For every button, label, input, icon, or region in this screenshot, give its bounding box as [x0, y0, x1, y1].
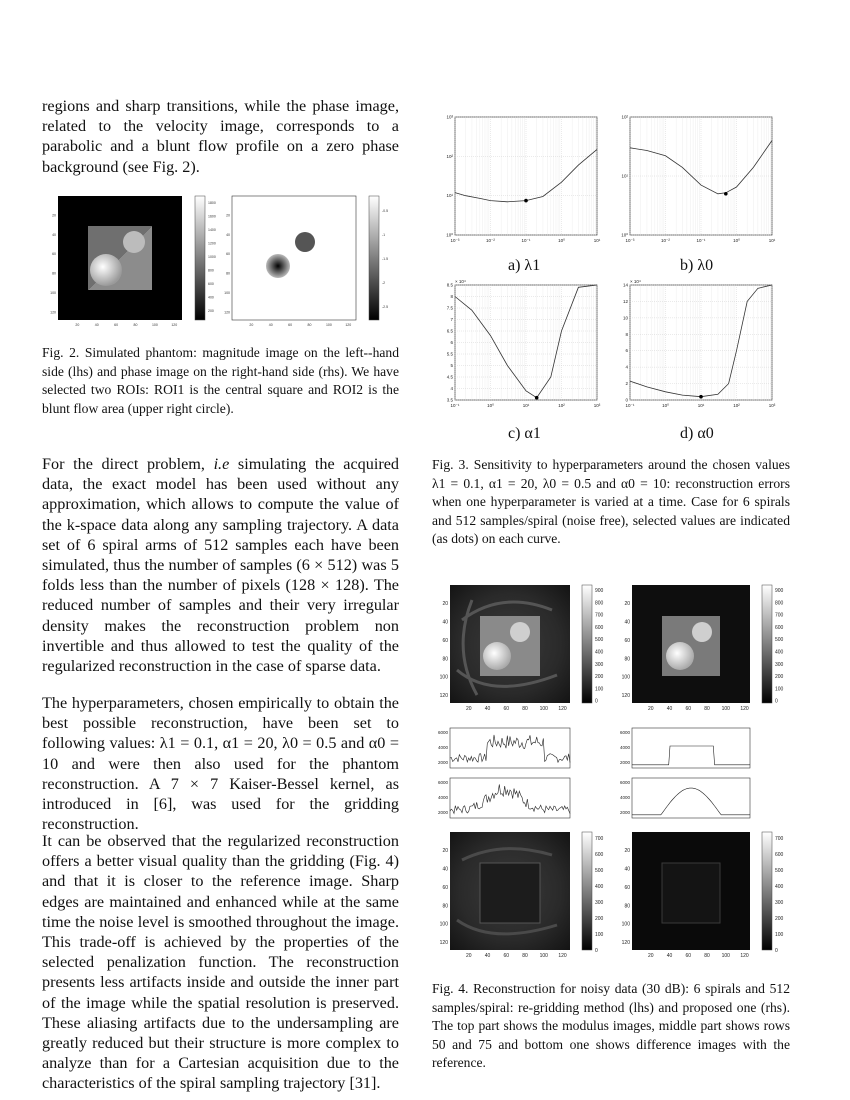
fig2-colorbar-tick: 1600	[208, 214, 216, 219]
figure-3-plots	[430, 112, 800, 442]
fig4-y-tick: 40	[624, 866, 630, 873]
fig4-y-tick: 80	[624, 656, 630, 663]
fig2-colorbar-tick: -1.5	[382, 257, 389, 261]
x-tick-label: 10¹	[697, 403, 705, 408]
fig2-x-tick: 100	[325, 323, 332, 327]
row-y-tick: 4000	[619, 795, 630, 800]
fig4-colorbar-tick: 200	[775, 916, 784, 922]
subcaption-a: a) λ1	[508, 257, 541, 274]
row-y-tick: 4000	[619, 745, 630, 750]
fig4-x-tick: 20	[647, 953, 654, 959]
fig4-y-tick: 80	[624, 903, 630, 910]
figure-4-images	[432, 580, 792, 970]
y-tick-label: 8	[450, 294, 453, 299]
fig4-y-tick: 20	[442, 847, 448, 854]
y-tick-label: 10²	[621, 114, 628, 120]
fig4-x-tick: 120	[740, 706, 749, 712]
x-tick-label: 10⁻¹	[450, 403, 460, 408]
fig4-y-tick: 80	[442, 656, 448, 663]
row-y-tick: 6000	[437, 730, 448, 735]
phase-image	[232, 196, 356, 320]
fig4-x-tick: 40	[484, 953, 491, 959]
phase-colorbar	[369, 196, 379, 320]
selected-value-dot-c	[535, 396, 539, 400]
fig2-colorbar-tick: 1200	[208, 241, 216, 246]
fig2-y-tick: 80	[226, 271, 230, 276]
fig4-x-tick: 20	[647, 706, 654, 712]
row-y-tick: 2000	[437, 760, 448, 765]
fig4-x-tick: 40	[666, 953, 673, 959]
fig2-colorbar-tick: -1	[382, 233, 386, 237]
y-tick-label: 14	[622, 282, 628, 288]
y-tick-label: 0	[625, 397, 628, 403]
row-plot-frame	[450, 728, 570, 768]
x-tick-label: 10³	[768, 403, 776, 408]
fig2-x-tick: 20	[75, 323, 80, 327]
fig4-colorbar-tick: 800	[775, 600, 784, 607]
y-tick-label: 4	[450, 386, 453, 391]
fig4-colorbar-tick: 0	[595, 948, 598, 954]
fig2-colorbar-tick: 1800	[208, 201, 216, 205]
fig4-colorbar-tick: 900	[775, 588, 784, 594]
y-tick-label: 7	[450, 317, 453, 322]
x-tick-label: 10¹	[768, 238, 776, 243]
fig4-x-tick: 60	[685, 953, 692, 959]
x-tick-label: 10⁻³	[625, 238, 635, 243]
x-tick-label: 10⁰	[662, 403, 669, 408]
fig4-y-tick: 100	[621, 921, 630, 928]
fig4-colorbar-tick: 600	[595, 624, 604, 631]
para-direct-part2: simulating the acquired data, the exact model has been used without any approximation, which allows to compute the value of the k-space data along any sampling trajectory. A data set of 6 spiral arms of 512 samples each have been simulated, thus the number of samples (6 × 512) was 5 folds less than the number of pixels (128 × 128). The reduced number of samples and their very irregular density makes the reconstruction problem non invertible and thus allowed to test the quality of the regularized reconstruction in the case of sparse data.	[42, 455, 399, 676]
fig2-y-tick: 20	[52, 213, 56, 218]
fig2-colorbar-tick: -0.5	[382, 209, 389, 213]
y-tick-label: 6	[625, 348, 628, 354]
fig4-x-tick: 60	[503, 953, 510, 959]
fig4-y-tick: 60	[624, 884, 630, 891]
fig4-y-tick: 40	[442, 619, 448, 626]
paragraph-observed: It can be observed that the regularized reconstruction offers a better visual quality than the gridding (Fig. 4) and that it is closer to the reference image. Sharp edges are maintained and enhanced while at the same time the noise level is smoothed throughout the image. This trade-off is achieved by the properties of the selected penalization function. The reconstruction presents less artifacts inside and outside the inner part of the image while the spatial resolution is preserved. These aliasing artifacts due to the undersampling are greatly reduced but their structure is more complex to analyze than for a Cartesian acquisition due to the characteristics of the spiral sampling trajectory [31].	[42, 832, 399, 1093]
fig4-y-tick: 80	[442, 903, 448, 910]
fig4-y-tick: 40	[442, 866, 448, 873]
y-tick-label: 6	[450, 340, 453, 345]
fig4-colorbar-tick: 600	[775, 852, 784, 858]
fig4-x-tick: 120	[558, 706, 567, 712]
fig2-x-tick: 40	[268, 323, 273, 327]
paragraph-intro: regions and sharp transitions, while the phase image, related to the velocity image, corresponds to a parabolic and a blunt flow profile on a zero phase background (see Fig. 2).	[42, 97, 399, 176]
fig4-colorbar-tick: 200	[595, 674, 604, 681]
fig2-y-tick: 100	[224, 290, 230, 295]
fig4-colorbar-tick: 700	[775, 612, 784, 619]
fig4-x-tick: 60	[503, 706, 510, 712]
fig4-colorbar-tick: 600	[775, 624, 784, 631]
fig2-colorbar-tick: 600	[208, 282, 214, 286]
x-tick-label: 10³	[593, 403, 601, 408]
subcaption-b: b) λ0	[680, 257, 714, 274]
y-tick-label: 2	[625, 381, 628, 387]
subcaption-c: c) α1	[508, 425, 541, 442]
fig4-colorbar-tick: 100	[775, 686, 784, 693]
fig2-colorbar-tick: -2	[382, 281, 386, 285]
fig2-y-tick: 100	[50, 290, 56, 295]
fig4-colorbar-tick: 100	[595, 686, 604, 693]
figure-2-images	[50, 192, 400, 332]
fig2-colorbar-tick: 1400	[208, 228, 216, 232]
y-tick-label: 10¹	[446, 193, 453, 199]
selected-value-dot-b	[724, 192, 728, 196]
x-tick-label: 10⁻²	[486, 238, 495, 243]
row-plot-frame	[632, 728, 750, 768]
x-tick-label: 10²	[558, 403, 565, 408]
row-y-tick: 4000	[437, 745, 448, 750]
fig4-x-tick: 20	[465, 706, 472, 712]
fig2-y-tick: 120	[224, 310, 230, 315]
fig4-x-tick: 100	[721, 706, 730, 712]
fig2-x-tick: 40	[94, 323, 99, 327]
y-tick-label: 10⁰	[621, 232, 628, 238]
fig4-y-tick: 60	[442, 884, 448, 891]
y-tick-label: 6.5	[446, 328, 453, 334]
fig4-colorbar-tick: 100	[775, 932, 784, 938]
y-tick-label: 7.5	[446, 305, 453, 311]
y-tick-label: 8.5	[446, 282, 453, 288]
fig4-y-tick: 20	[442, 600, 448, 607]
y-tick-label: 4.5	[446, 374, 453, 380]
colorbar-top-left	[582, 585, 592, 703]
magnitude-colorbar	[195, 196, 205, 320]
fig4-colorbar-tick: 700	[595, 836, 604, 842]
fig4-colorbar-tick: 0	[775, 698, 778, 705]
fig4-x-tick: 100	[539, 706, 548, 712]
fig4-colorbar-tick: 400	[775, 649, 784, 656]
fig4-colorbar-tick: 900	[595, 588, 604, 594]
row-y-tick: 2000	[437, 810, 448, 815]
fig4-y-tick: 100	[621, 674, 630, 681]
fig4-colorbar-tick: 500	[775, 868, 784, 874]
fig4-colorbar-tick: 500	[595, 637, 604, 644]
x-tick-label: 10⁰	[558, 238, 565, 243]
para-direct-part1: For the direct problem,	[42, 455, 214, 473]
fig4-colorbar-tick: 400	[775, 884, 784, 890]
x-tick-label: 10²	[733, 403, 740, 408]
fig4-x-tick: 100	[721, 953, 730, 959]
y-tick-label: 5.5	[446, 351, 453, 357]
fig4-colorbar-tick: 500	[775, 637, 784, 644]
plot-a	[446, 115, 601, 244]
x-tick-label: 10⁻¹	[625, 403, 635, 408]
y-tick-label: 10³	[446, 114, 453, 120]
row-75-proposed	[620, 778, 750, 818]
proposed-difference-image	[632, 832, 750, 950]
colorbar-bottom-left	[582, 832, 592, 950]
x-tick-label: 10¹	[522, 403, 530, 408]
row-y-tick: 2000	[619, 760, 630, 765]
x-tick-label: 10⁻³	[450, 238, 460, 243]
paragraph-direct-problem	[42, 454, 399, 676]
fig4-colorbar-tick: 300	[775, 900, 784, 906]
plot-c	[447, 279, 601, 408]
row-y-tick: 4000	[437, 795, 448, 800]
x-tick-label: 10⁻¹	[696, 238, 706, 243]
plot-d	[623, 279, 776, 408]
fig4-x-tick: 120	[558, 953, 567, 959]
fig2-colorbar-tick: 1000	[208, 255, 216, 259]
paragraph-hyperparameters: The hyperparameters, chosen empirically to obtain the best possible reconstruction, have been set to following values: λ1 = 0.1, α1 = 20, λ0 = 0.5 and α0 = 10 and were then also used for the phantom reconstruction. A 7 × 7 Kaiser-Bessel kernel, as introduced in [6], was used for the gridding reconstruction.	[42, 694, 399, 834]
fig4-y-tick: 100	[439, 674, 448, 681]
fig4-x-tick: 60	[685, 706, 692, 712]
fig2-x-tick: 100	[151, 323, 158, 327]
y-multiplier-label: × 10⁴	[455, 279, 466, 284]
y-tick-label: 12	[622, 298, 628, 304]
gridding-difference-image	[450, 832, 570, 950]
fig2-colorbar-tick: 200	[208, 309, 214, 313]
fig4-y-tick: 120	[439, 940, 448, 947]
x-tick-label: 10⁻²	[661, 238, 670, 243]
subcaption-d: d) α0	[680, 425, 714, 442]
fig4-colorbar-tick: 0	[595, 698, 598, 705]
y-tick-label: 10¹	[621, 173, 628, 179]
fig2-y-tick: 40	[226, 232, 230, 237]
fig4-colorbar-tick: 300	[595, 900, 604, 906]
fig2-y-tick: 60	[52, 252, 56, 257]
fig4-colorbar-tick: 500	[595, 868, 604, 874]
figure-3-caption: Fig. 3. Sensitivity to hyperparameters around the chosen values λ1 = 0.1, α1 = 20, λ0 = 0.5 and α0 = 10: reconstruction errors when one hyperparameter is varied at a time. Case for 6 spirals and 512 samples/spiral (noise free), selected values are indicated (as dots) on each curve.	[432, 457, 790, 547]
fig4-colorbar-tick: 400	[595, 649, 604, 656]
fig2-y-tick: 40	[52, 232, 56, 237]
colorbar-bottom-right	[762, 832, 772, 950]
fig2-y-tick: 20	[226, 213, 230, 218]
fig2-x-tick: 60	[288, 323, 293, 327]
row-50-gridding	[438, 728, 570, 768]
fig2-y-tick: 120	[50, 310, 56, 315]
fig2-x-tick: 60	[114, 323, 119, 327]
fig4-y-tick: 60	[624, 637, 630, 644]
y-tick-label: 10⁰	[446, 232, 453, 238]
colorbar-top-right	[762, 585, 772, 703]
row-y-tick: 6000	[437, 780, 448, 785]
fig4-x-tick: 80	[704, 953, 710, 959]
y-tick-label: 10	[622, 315, 628, 321]
x-tick-label: 10⁰	[487, 403, 494, 408]
row-75-gridding	[438, 778, 570, 818]
plot-b	[621, 115, 776, 244]
fig2-colorbar-tick: 800	[208, 268, 214, 273]
figure-4-caption: Fig. 4. Reconstruction for noisy data (30 dB): 6 spirals and 512 samples/spiral: re-gridding method (lhs) and proposed one (rhs). The top part shows the modulus images, middle part shows rows 50 and 75 and bottom one shows difference images with the reference.	[432, 981, 790, 1071]
fig2-x-tick: 80	[133, 323, 138, 327]
fig2-x-tick: 120	[171, 323, 178, 327]
y-tick-label: 10²	[446, 153, 453, 159]
fig2-x-tick: 80	[307, 323, 312, 327]
fig4-y-tick: 40	[624, 619, 630, 626]
x-tick-label: 10⁰	[733, 238, 740, 243]
fig4-y-tick: 20	[624, 600, 630, 607]
fig4-colorbar-tick: 200	[775, 674, 784, 681]
fig4-y-tick: 120	[621, 940, 630, 947]
row-y-tick: 6000	[619, 730, 630, 735]
fig4-colorbar-tick: 400	[595, 884, 604, 890]
fig4-y-tick: 120	[621, 693, 630, 700]
fig4-y-tick: 100	[439, 921, 448, 928]
fig4-x-tick: 100	[539, 953, 548, 959]
fig4-y-tick: 120	[439, 693, 448, 700]
row-y-tick: 2000	[619, 810, 630, 815]
para-direct-ie: i.e	[213, 455, 230, 473]
y-tick-label: 3.5	[446, 397, 453, 403]
fig4-x-tick: 120	[740, 953, 749, 959]
x-tick-label: 10¹	[593, 238, 601, 243]
row-y-tick: 6000	[619, 780, 630, 785]
fig4-colorbar-tick: 800	[595, 600, 604, 607]
selected-value-dot-d	[699, 395, 703, 399]
gridding-modulus-image	[450, 585, 570, 703]
fig4-y-tick: 20	[624, 847, 630, 854]
fig4-x-tick: 80	[522, 706, 528, 712]
left-column	[42, 96, 399, 177]
fig2-y-tick: 60	[226, 252, 230, 257]
fig4-colorbar-tick: 300	[595, 661, 604, 668]
y-tick-label: 4	[625, 364, 628, 370]
fig4-x-tick: 40	[666, 706, 673, 712]
proposed-modulus-image	[632, 585, 750, 703]
figure-2-caption: Fig. 2. Simulated phantom: magnitude image on the left--hand side (lhs) and phase image on the right-hand side (rhs). We have selected two ROIs: ROI1 is the central square and ROI2 is the blunt flow area (upper right circle).	[42, 345, 399, 416]
fig4-colorbar-tick: 300	[775, 661, 784, 668]
figure-2	[50, 192, 400, 332]
fig2-colorbar-tick: -2.5	[382, 305, 389, 309]
selected-value-dot-a	[524, 199, 528, 203]
fig4-colorbar-tick: 100	[595, 932, 604, 938]
fig2-y-tick: 80	[52, 271, 56, 276]
fig4-x-tick: 80	[522, 953, 528, 959]
fig4-colorbar-tick: 0	[775, 948, 778, 954]
fig4-colorbar-tick: 700	[775, 836, 784, 842]
fig4-colorbar-tick: 600	[595, 852, 604, 858]
fig2-x-tick: 20	[249, 323, 254, 327]
fig4-y-tick: 60	[442, 637, 448, 644]
fig2-colorbar-tick: 400	[208, 295, 214, 300]
x-tick-label: 10⁻¹	[521, 238, 531, 243]
fig4-colorbar-tick: 200	[595, 916, 604, 922]
fig4-x-tick: 20	[465, 953, 472, 959]
fig4-colorbar-tick: 700	[595, 612, 604, 619]
fig2-x-tick: 120	[345, 323, 352, 327]
fig4-x-tick: 40	[484, 706, 491, 712]
y-tick-label: 8	[625, 331, 628, 337]
row-plot-frame	[632, 778, 750, 818]
row-50-proposed	[620, 728, 750, 768]
y-multiplier-label: × 10⁴	[630, 279, 641, 284]
y-tick-label: 5	[450, 363, 453, 368]
fig4-x-tick: 80	[704, 706, 710, 712]
